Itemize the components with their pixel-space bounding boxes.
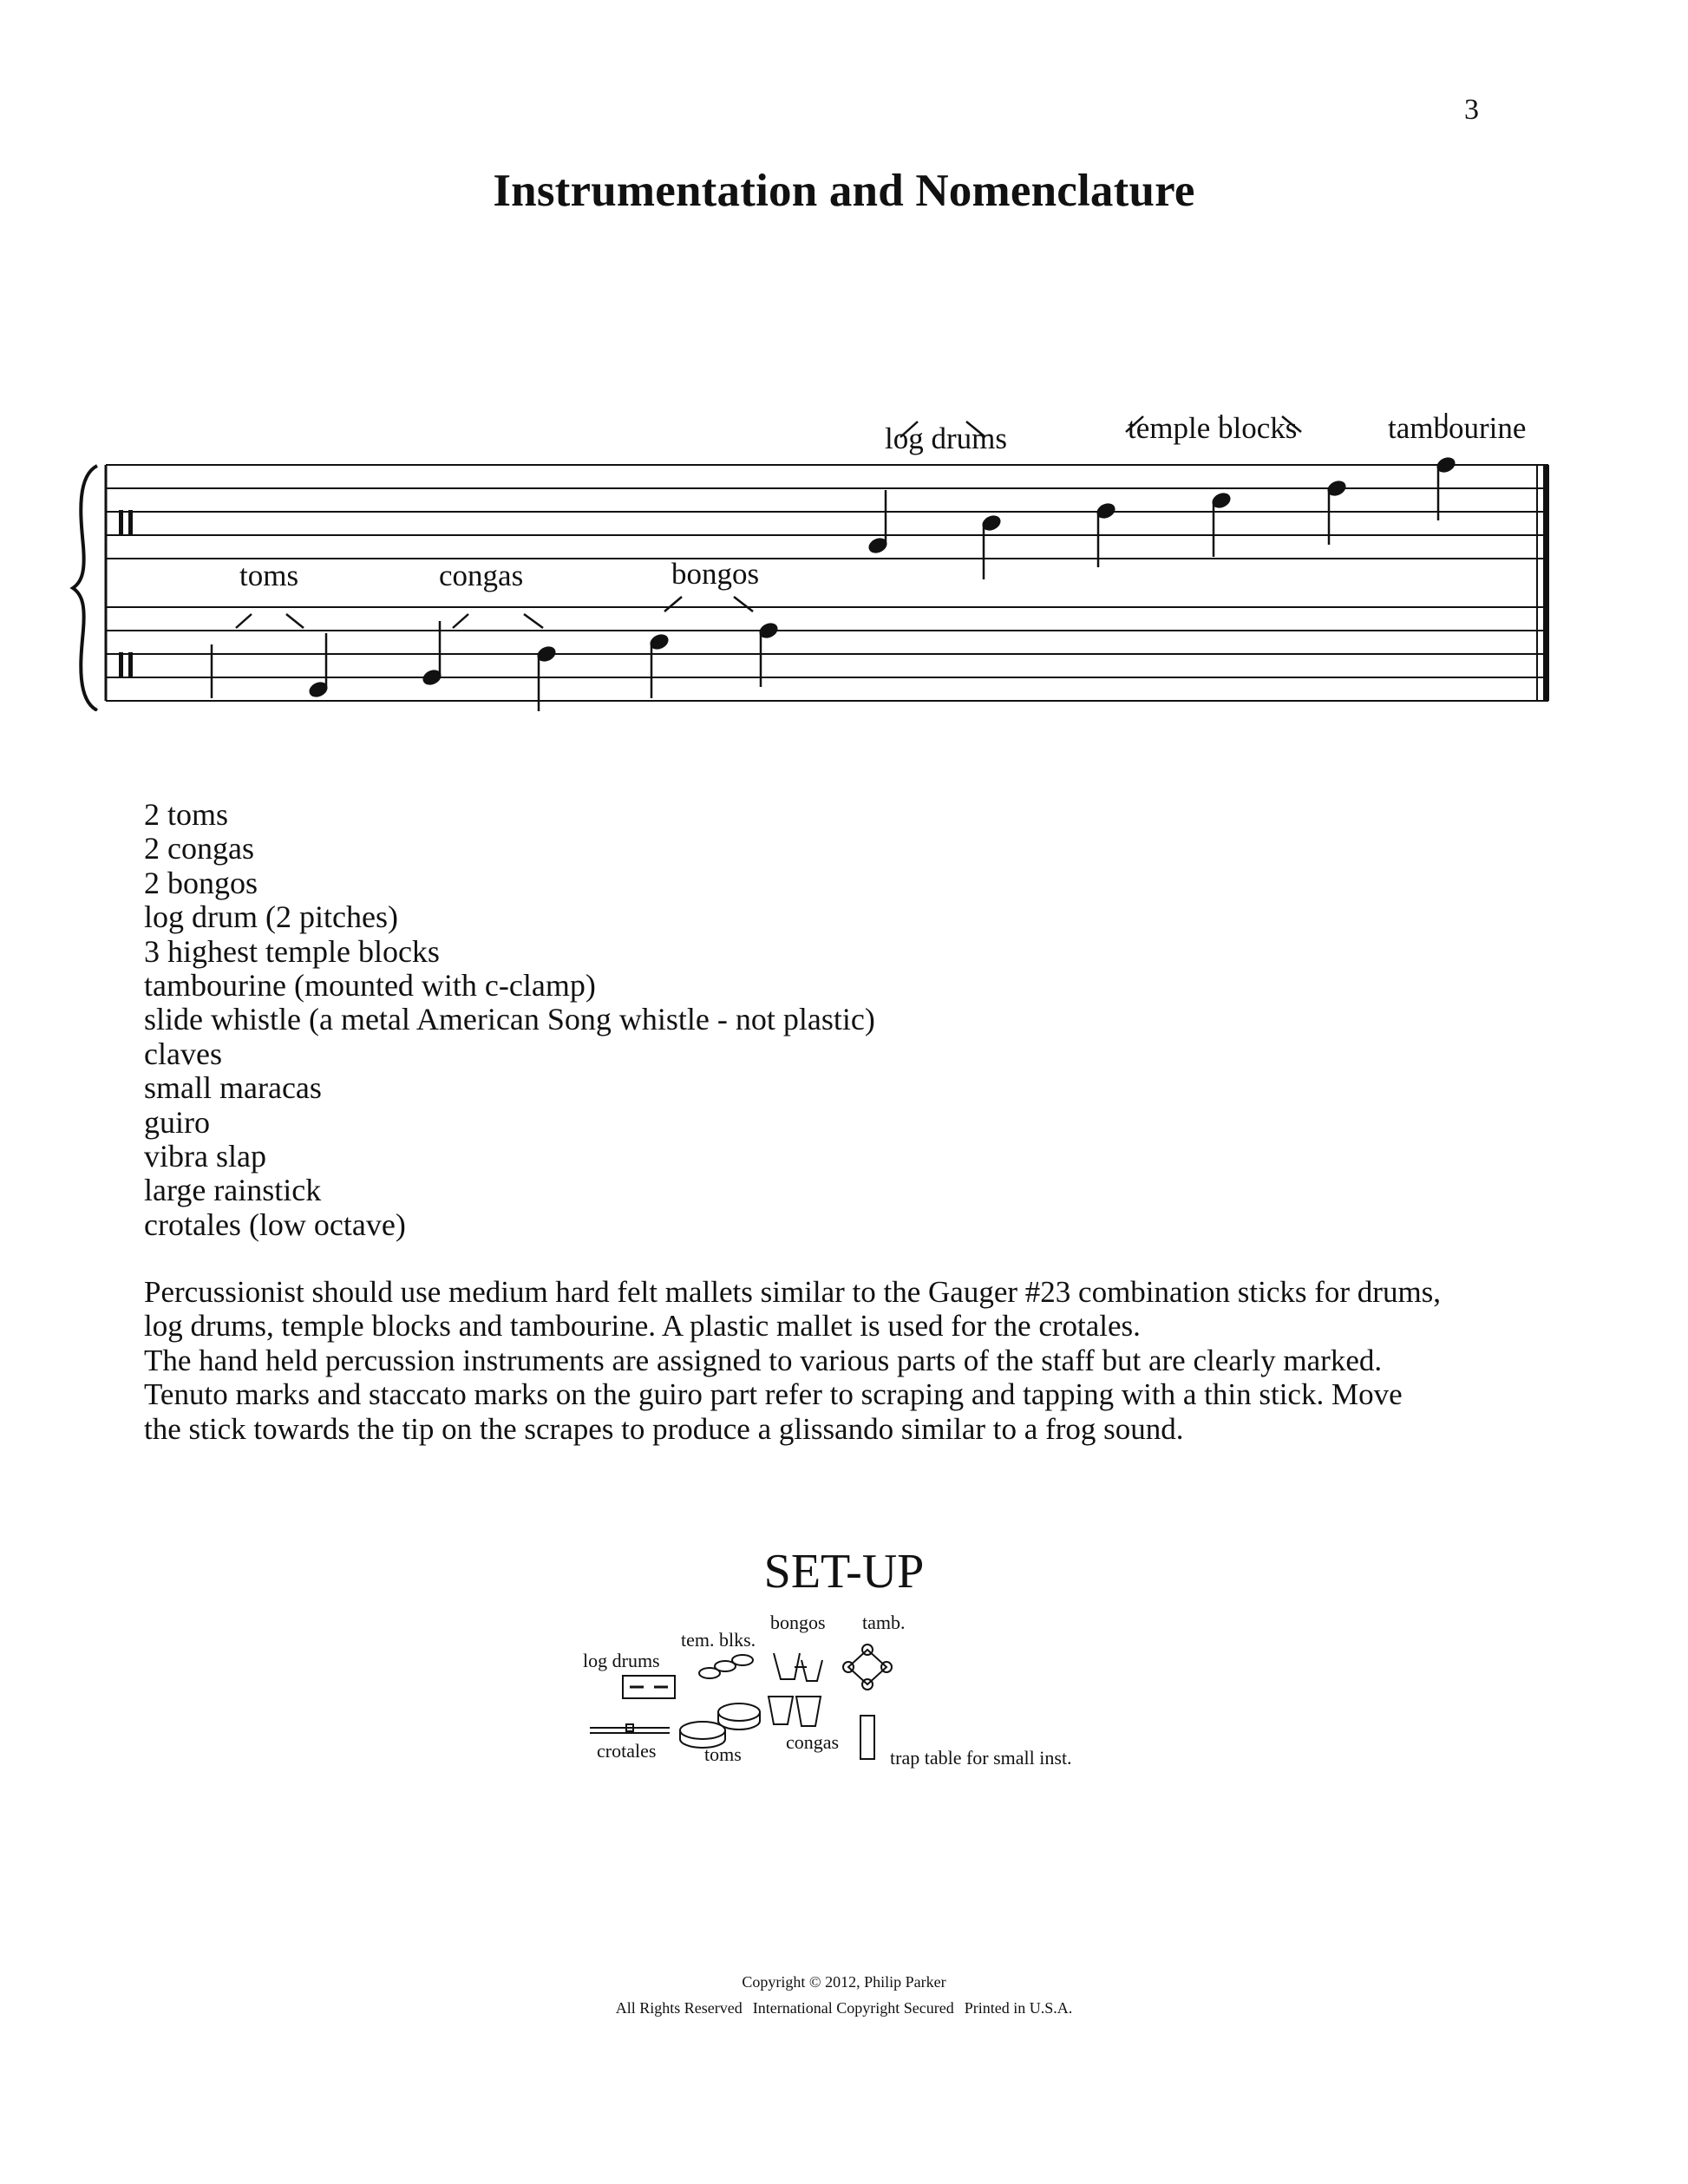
- list-item: vibra slap: [144, 1139, 266, 1174]
- page-number: 3: [1464, 94, 1479, 126]
- paragraph-line: Tenuto marks and staccato marks on the guiro part refer to scraping and tapping with a thin stick. Move: [144, 1377, 1403, 1412]
- list-item: large rainstick: [144, 1173, 322, 1208]
- performance-notes: [144, 1275, 1575, 1446]
- setup-label-log-drums: log drums: [583, 1650, 660, 1671]
- note-log-drum-high: [980, 513, 1004, 579]
- list-item: log drum (2 pitches): [144, 899, 398, 935]
- setup-title: SET-UP: [763, 1545, 925, 1599]
- crotales-shape: [590, 1724, 670, 1733]
- rights-reserved: All Rights Reserved: [615, 1999, 743, 2017]
- setup-label-congas: congas: [786, 1731, 840, 1753]
- paragraph-line: the stick towards the tip on the scrapes to produce a glissando similar to a frog sound.: [144, 1411, 1184, 1446]
- temple-blocks-shape: [699, 1655, 753, 1678]
- label-toms: toms: [239, 559, 299, 592]
- label-congas: congas: [439, 559, 524, 592]
- note-bongo-low: [648, 631, 671, 698]
- setup-label-trap-table: trap table for small inst.: [890, 1747, 1072, 1769]
- list-item: 2 toms: [144, 797, 229, 832]
- tambourine-shape: [843, 1645, 892, 1690]
- page-title: Instrumentation and Nomenclature: [493, 166, 1195, 216]
- list-item: 2 congas: [144, 831, 254, 866]
- bongos-shape: [774, 1653, 822, 1681]
- paragraph-line: The hand held percussion instruments are assigned to various parts of the staff but are clearly marked.: [144, 1343, 1383, 1377]
- note-temple-block-low: [1095, 500, 1118, 567]
- log-drums-shape: [623, 1676, 675, 1698]
- list-item: slide whistle (a metal American Song whistle - not plastic): [144, 1002, 875, 1037]
- list-item: small maracas: [144, 1070, 322, 1106]
- note-temple-block-mid: [1210, 490, 1233, 557]
- upper-staff: [106, 465, 1548, 559]
- label-log-drums: log drums: [885, 422, 1007, 455]
- list-item: claves: [144, 1036, 222, 1071]
- staff-brace: [73, 466, 97, 710]
- list-item: tambourine (mounted with c-clamp): [144, 968, 596, 1004]
- percussion-clef-upper: [119, 510, 133, 536]
- setup-label-crotales: crotales: [597, 1740, 657, 1762]
- copyright-line: Copyright © 2012, Philip Parker: [742, 1973, 946, 1991]
- setup-label-tamb: tamb.: [862, 1612, 906, 1633]
- note-tom-high: [307, 633, 330, 700]
- copyright-block: [0, 1969, 1688, 2021]
- label-temple-blocks: temple blocks: [1128, 411, 1298, 445]
- list-item: 3 highest temple blocks: [144, 933, 440, 969]
- trap-table-shape: [860, 1716, 874, 1759]
- percussion-clef-lower: [119, 652, 133, 678]
- setup-label-bongos: bongos: [770, 1612, 826, 1633]
- setup-label-tem-blks: tem. blks.: [681, 1629, 756, 1651]
- list-item: guiro: [144, 1104, 210, 1140]
- toms-shape: [680, 1703, 760, 1748]
- rights-line: [0, 1995, 1688, 2021]
- congas-shape: [769, 1697, 821, 1726]
- label-bongos: bongos: [671, 557, 760, 591]
- note-log-drum-low: [867, 490, 890, 556]
- instrument-list: [144, 798, 875, 1242]
- list-item: 2 bongos: [144, 865, 258, 900]
- international-copyright: International Copyright Secured: [752, 1999, 954, 2017]
- list-item: crotales (low octave): [144, 1206, 406, 1242]
- label-tambourine: tambourine: [1388, 411, 1527, 445]
- paragraph-line: log drums, temple blocks and tambourine. A plastic mallet is used for the crotales.: [144, 1309, 1141, 1344]
- setup-label-toms: toms: [704, 1743, 742, 1765]
- final-barline: [1537, 465, 1549, 701]
- paragraph-line: Percussionist should use medium hard felt mallets similar to the Gauger #23 combination sticks for drums,: [144, 1275, 1442, 1309]
- printed-in: Printed in U.S.A.: [964, 1999, 1073, 2017]
